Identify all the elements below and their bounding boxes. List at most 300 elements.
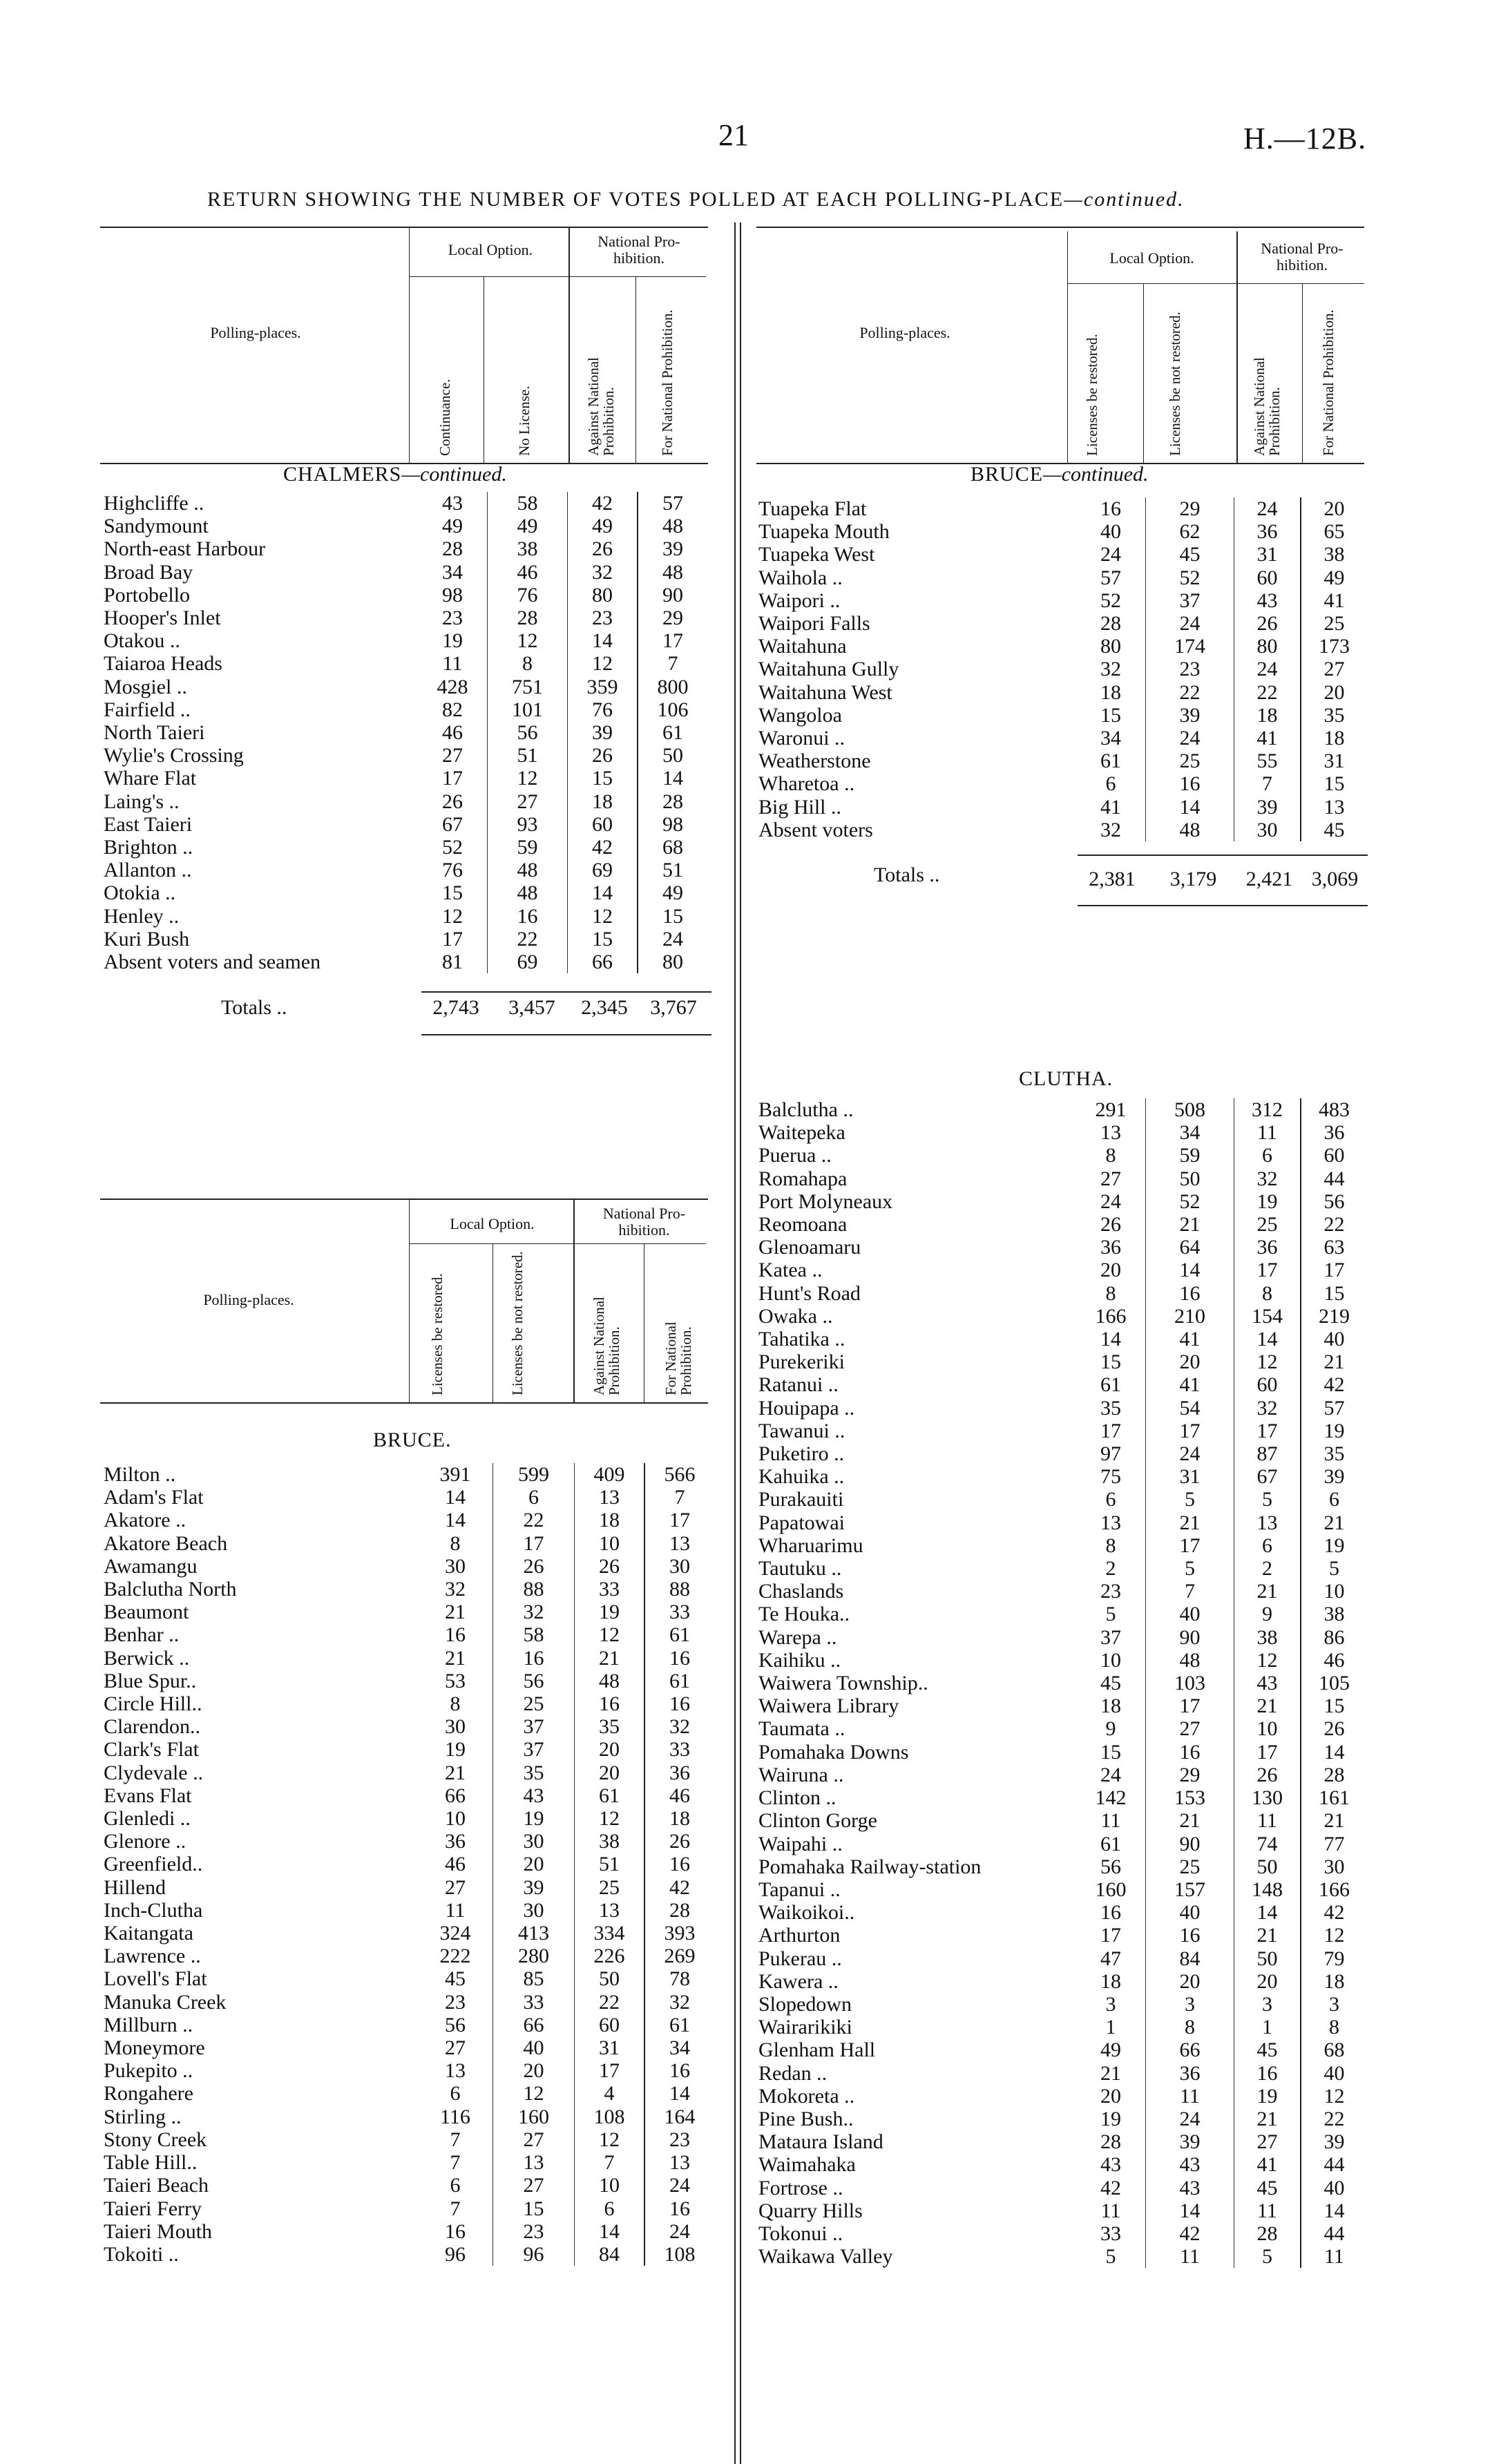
vote-count: 39 bbox=[1146, 2130, 1234, 2153]
chalmers-total-against: 2,345 bbox=[581, 996, 628, 1019]
vote-count: 17 bbox=[575, 2059, 645, 2082]
vote-count: 43 bbox=[493, 1784, 575, 1807]
vote-count: 18 bbox=[1323, 1969, 1345, 1993]
vote-count: 10 bbox=[575, 1532, 645, 1555]
vote-count: 45 bbox=[418, 1967, 493, 1990]
vote-count: 2 bbox=[1076, 1557, 1146, 1580]
polling-place-name: Clinton .. bbox=[758, 1786, 836, 1810]
polling-place-name: Lawrence .. bbox=[104, 1945, 201, 1968]
vote-count: 17 bbox=[493, 1532, 575, 1555]
vote-count: 84 bbox=[575, 2243, 645, 2266]
vote-count: 40 bbox=[1076, 520, 1146, 543]
polling-place-name: Wylie's Crossing bbox=[104, 744, 244, 767]
table-row bbox=[758, 1557, 1367, 1580]
page-number: 21 bbox=[718, 118, 749, 152]
vote-count: 63 bbox=[1323, 1236, 1345, 1259]
vote-count: 64 bbox=[1146, 1236, 1234, 1259]
vote-count: 42 bbox=[1323, 1901, 1345, 1925]
polling-place-name: Benhar .. bbox=[104, 1623, 180, 1647]
polling-place-name: Taumata .. bbox=[758, 1717, 845, 1741]
table-row bbox=[758, 2153, 1367, 2176]
table-row bbox=[758, 1121, 1367, 1144]
continuance-header: Continuance. bbox=[437, 379, 453, 456]
vote-count: 26 bbox=[418, 790, 488, 813]
vote-count: 68 bbox=[1323, 2038, 1345, 2062]
vote-count: 15 bbox=[1323, 1281, 1345, 1305]
vote-count: 157 bbox=[1146, 1878, 1234, 1901]
vote-count: 48 bbox=[662, 515, 683, 538]
vote-count: 21 bbox=[1234, 1580, 1301, 1603]
vote-count: 22 bbox=[1323, 1213, 1345, 1236]
vote-count: 56 bbox=[493, 1670, 575, 1692]
vote-count: 8 bbox=[1234, 1282, 1301, 1305]
polling-place-name: Wharuarimu bbox=[758, 1534, 863, 1557]
polling-place-name: North Taieri bbox=[104, 721, 205, 745]
vote-count: 27 bbox=[1234, 2130, 1301, 2153]
vote-count: 30 bbox=[493, 1899, 575, 1922]
vote-count: 87 bbox=[1234, 1442, 1301, 1465]
vote-count: 14 bbox=[418, 1509, 493, 1531]
vote-count: 37 bbox=[493, 1738, 575, 1761]
vote-count: 17 bbox=[669, 1509, 690, 1532]
vote-count: 3 bbox=[1234, 1993, 1301, 2016]
vote-count: 27 bbox=[1323, 658, 1345, 681]
licenses-not-restored-header-3: Licenses be not restored. bbox=[509, 1251, 526, 1395]
vote-count: 48 bbox=[575, 1670, 645, 1692]
polling-place-name: Balclutha .. bbox=[758, 1098, 854, 1121]
polling-place-name: Taieri Mouth bbox=[104, 2219, 213, 2243]
polling-place-name: Port Molyneaux bbox=[758, 1190, 893, 1213]
vote-count: 27 bbox=[418, 744, 488, 767]
vote-count: 28 bbox=[662, 790, 683, 813]
table-row bbox=[104, 1555, 714, 1578]
polling-place-name: Otokia .. bbox=[104, 881, 176, 905]
vote-count: 30 bbox=[493, 1830, 575, 1853]
vote-count: 28 bbox=[488, 607, 568, 629]
bruce-cont-total-not-restored: 3,179 bbox=[1169, 868, 1217, 890]
vote-count: 24 bbox=[1076, 1190, 1146, 1213]
vote-count: 96 bbox=[418, 2243, 493, 2266]
vote-count: 96 bbox=[493, 2243, 575, 2266]
vote-count: 40 bbox=[1146, 1901, 1234, 1924]
polling-place-name: Tokoiti .. bbox=[104, 2242, 179, 2266]
table-row bbox=[104, 1532, 714, 1555]
vote-count: 44 bbox=[1323, 2153, 1345, 2177]
vote-count: 31 bbox=[1323, 749, 1345, 773]
vote-count: 13 bbox=[1076, 1511, 1146, 1534]
vote-count: 11 bbox=[1234, 2199, 1301, 2222]
vote-count: 27 bbox=[1076, 1167, 1146, 1190]
vote-count: 66 bbox=[493, 2014, 575, 2036]
table-row bbox=[104, 2151, 714, 2174]
vote-count: 26 bbox=[1234, 1764, 1301, 1786]
vote-count: 25 bbox=[1146, 1855, 1234, 1878]
vote-count: 13 bbox=[669, 2151, 690, 2175]
table-row bbox=[758, 1786, 1367, 1809]
vote-count: 12 bbox=[568, 652, 638, 675]
vote-count: 21 bbox=[1323, 1511, 1345, 1534]
vote-count: 35 bbox=[493, 1761, 575, 1784]
vote-count: 54 bbox=[1146, 1397, 1234, 1420]
polling-place-name: Waiwera Library bbox=[758, 1694, 899, 1718]
against-header-3: Against National Prohibition. bbox=[591, 1297, 622, 1395]
vote-count: 61 bbox=[662, 721, 683, 745]
polling-place-name: Papatowai bbox=[758, 1511, 845, 1534]
vote-count: 61 bbox=[1076, 749, 1146, 772]
vote-count: 15 bbox=[568, 767, 638, 790]
polling-place-name: Circle Hill.. bbox=[104, 1692, 202, 1716]
vote-count: 428 bbox=[418, 676, 488, 698]
polling-place-name: Pine Bush.. bbox=[758, 2107, 854, 2130]
polling-place-name: Adam's Flat bbox=[104, 1486, 204, 1509]
vote-count: 3 bbox=[1329, 1992, 1339, 2016]
vote-count: 24 bbox=[669, 2219, 690, 2243]
vote-count: 35 bbox=[575, 1715, 645, 1738]
vote-count: 14 bbox=[418, 1486, 493, 1509]
vote-count: 16 bbox=[669, 2197, 690, 2220]
vote-count: 53 bbox=[418, 1670, 493, 1692]
vote-count: 35 bbox=[1076, 1397, 1146, 1420]
vote-count: 50 bbox=[1146, 1167, 1234, 1190]
polling-place-name: Wharetoa .. bbox=[758, 772, 855, 796]
table-row bbox=[758, 1397, 1367, 1420]
vote-count: 30 bbox=[418, 1555, 493, 1578]
vote-count: 5 bbox=[1146, 1557, 1234, 1580]
table-row bbox=[104, 1876, 714, 1899]
vote-count: 413 bbox=[493, 1922, 575, 1945]
polling-place-name: Blue Spur.. bbox=[104, 1669, 197, 1692]
vote-count: 1 bbox=[1076, 2016, 1146, 2038]
vote-count: 45 bbox=[1323, 818, 1345, 841]
table-row bbox=[104, 2197, 714, 2220]
vote-count: 18 bbox=[1076, 1970, 1146, 1993]
vote-count: 28 bbox=[669, 1898, 690, 1922]
vote-count: 18 bbox=[575, 1509, 645, 1531]
vote-count: 15 bbox=[1323, 1694, 1345, 1718]
vote-count: 61 bbox=[1076, 1833, 1146, 1855]
table-row bbox=[758, 749, 1367, 772]
table-row bbox=[758, 1350, 1367, 1373]
vote-count: 16 bbox=[418, 2220, 493, 2243]
table-row bbox=[104, 1509, 714, 1531]
table-row bbox=[104, 744, 707, 767]
vote-count: 69 bbox=[568, 859, 638, 881]
polling-place-name: Katea .. bbox=[758, 1259, 823, 1282]
polling-place-name: Pomahaka Railway-station bbox=[758, 1855, 982, 1878]
polling-place-name: Kaitangata bbox=[104, 1922, 193, 1945]
polling-place-name: Brighton .. bbox=[104, 836, 193, 859]
vote-count: 17 bbox=[418, 928, 488, 951]
vote-count: 116 bbox=[418, 2105, 493, 2128]
section-bruce: BRUCE. bbox=[373, 1429, 452, 1451]
vote-count: 8 bbox=[1076, 1534, 1146, 1557]
vote-count: 25 bbox=[575, 1876, 645, 1899]
polling-place-name: Pukepito .. bbox=[104, 2059, 193, 2083]
polling-place-name: Wangoloa bbox=[758, 703, 842, 727]
vote-count: 21 bbox=[1234, 1924, 1301, 1947]
section-chalmers-label: CHALMERS bbox=[283, 463, 402, 486]
polling-places-header-2: Polling-places. bbox=[859, 324, 950, 341]
polling-place-name: Waimahaka bbox=[758, 2153, 856, 2177]
table-row bbox=[758, 772, 1367, 795]
vote-count: 26 bbox=[568, 537, 638, 560]
vote-count: 7 bbox=[575, 2151, 645, 2174]
table-row bbox=[758, 497, 1367, 520]
vote-count: 800 bbox=[657, 675, 689, 698]
vote-count: 16 bbox=[1146, 772, 1234, 795]
vote-count: 108 bbox=[664, 2242, 696, 2266]
vote-count: 23 bbox=[568, 607, 638, 629]
vote-count: 173 bbox=[1319, 635, 1350, 658]
table-row bbox=[104, 928, 707, 951]
vote-count: 12 bbox=[493, 2082, 575, 2105]
polling-place-name: Absent voters and seamen bbox=[104, 951, 321, 974]
vote-count: 508 bbox=[1146, 1098, 1234, 1121]
vote-count: 566 bbox=[664, 1463, 696, 1486]
table-row bbox=[104, 584, 707, 607]
vote-count: 751 bbox=[488, 676, 568, 698]
vote-count: 55 bbox=[1234, 749, 1301, 772]
polling-place-name: Houipapa .. bbox=[758, 1396, 855, 1420]
polling-place-name: Clinton Gorge bbox=[758, 1809, 877, 1833]
vote-count: 24 bbox=[1146, 612, 1234, 635]
polling-place-name: Waitahuna Gully bbox=[758, 658, 899, 681]
local-option-header-3: Local Option. bbox=[450, 1215, 535, 1232]
vote-count: 18 bbox=[1076, 1694, 1146, 1717]
table-row bbox=[104, 1623, 714, 1646]
vote-count: 21 bbox=[1234, 2108, 1301, 2130]
vote-count: 219 bbox=[1319, 1304, 1350, 1328]
vote-count: 15 bbox=[418, 881, 488, 904]
vote-count: 31 bbox=[1234, 543, 1301, 566]
vote-count: 19 bbox=[1234, 2085, 1301, 2108]
vote-count: 31 bbox=[1146, 1465, 1234, 1488]
vote-count: 44 bbox=[1323, 1167, 1345, 1190]
vote-count: 33 bbox=[575, 1578, 645, 1601]
polling-place-name: Owaka .. bbox=[758, 1304, 833, 1328]
table-row bbox=[104, 1670, 714, 1692]
vote-count: 210 bbox=[1146, 1305, 1234, 1328]
vote-count: 46 bbox=[418, 721, 488, 744]
vote-count: 19 bbox=[575, 1601, 645, 1623]
vote-count: 45 bbox=[1076, 1672, 1146, 1694]
table-row bbox=[104, 607, 707, 629]
table-row bbox=[104, 676, 707, 698]
vote-count: 65 bbox=[1323, 520, 1345, 544]
licenses-restored-header: Licenses be restored. bbox=[1084, 334, 1100, 456]
vote-count: 17 bbox=[662, 629, 683, 653]
vote-count: 19 bbox=[493, 1807, 575, 1830]
vote-count: 16 bbox=[1146, 1282, 1234, 1305]
vote-count: 36 bbox=[1234, 1236, 1301, 1259]
vote-count: 24 bbox=[1234, 658, 1301, 680]
vote-count: 25 bbox=[493, 1692, 575, 1715]
for-header: For National Prohibition. bbox=[659, 309, 676, 456]
vote-count: 409 bbox=[575, 1463, 645, 1486]
vote-count: 13 bbox=[669, 1531, 690, 1555]
table-row bbox=[758, 658, 1367, 680]
vote-count: 48 bbox=[488, 859, 568, 881]
vote-count: 15 bbox=[568, 928, 638, 951]
vote-count: 22 bbox=[575, 1991, 645, 2014]
vote-count: 14 bbox=[1323, 1740, 1345, 1764]
table-row bbox=[104, 1761, 714, 1784]
vote-count: 32 bbox=[1076, 819, 1146, 841]
vote-count: 17 bbox=[1146, 1534, 1234, 1557]
vote-count: 22 bbox=[1146, 681, 1234, 704]
vote-count: 46 bbox=[669, 1784, 690, 1807]
table-row bbox=[758, 1809, 1367, 1832]
vote-count: 29 bbox=[662, 607, 683, 630]
table-row bbox=[758, 1764, 1367, 1786]
table-row bbox=[758, 612, 1367, 635]
polling-place-name: Waikawa Valley bbox=[758, 2245, 893, 2269]
table-row bbox=[104, 1967, 714, 1990]
national-prohibition-header-2: National Pro-hibition. bbox=[1261, 240, 1344, 274]
vote-count: 12 bbox=[568, 905, 638, 928]
vote-count: 90 bbox=[662, 583, 683, 607]
vote-count: 483 bbox=[1319, 1098, 1350, 1121]
table-row bbox=[104, 721, 707, 744]
table-row bbox=[104, 1715, 714, 1738]
vote-count: 12 bbox=[1234, 1649, 1301, 1672]
vote-count: 39 bbox=[662, 537, 683, 561]
table-row bbox=[104, 2082, 714, 2105]
vote-count: 11 bbox=[418, 1899, 493, 1922]
vote-count: 32 bbox=[1234, 1397, 1301, 1420]
table-row bbox=[758, 1420, 1367, 1442]
polling-place-name: Mataura Island bbox=[758, 2130, 883, 2154]
vote-count: 7 bbox=[674, 1486, 685, 1509]
vote-count: 67 bbox=[418, 813, 488, 836]
polling-place-name: Clydevale .. bbox=[104, 1761, 204, 1784]
vote-count: 27 bbox=[1146, 1717, 1234, 1740]
vote-count: 60 bbox=[568, 813, 638, 836]
vote-count: 39 bbox=[493, 1876, 575, 1899]
table-row bbox=[758, 1833, 1367, 1855]
vote-count: 8 bbox=[1329, 2016, 1339, 2039]
vote-count: 5 bbox=[1076, 1603, 1146, 1625]
vote-count: 599 bbox=[493, 1463, 575, 1486]
vote-count: 15 bbox=[1076, 1350, 1146, 1373]
polling-place-name: Waihola .. bbox=[758, 566, 843, 589]
vote-count: 37 bbox=[493, 1715, 575, 1738]
vote-count: 30 bbox=[1234, 819, 1301, 841]
polling-place-name: Quarry Hills bbox=[758, 2199, 863, 2222]
bruce-cont-total-for: 3,069 bbox=[1311, 868, 1359, 890]
polling-place-name: Fairfield .. bbox=[104, 698, 191, 721]
polling-place-name: Glenham Hall bbox=[758, 2038, 876, 2062]
vote-count: 38 bbox=[488, 537, 568, 560]
table-row bbox=[104, 881, 707, 904]
vote-count: 18 bbox=[568, 790, 638, 813]
vote-count: 312 bbox=[1234, 1098, 1301, 1121]
vote-count: 21 bbox=[418, 1647, 493, 1670]
table-row bbox=[758, 1511, 1367, 1534]
vote-count: 14 bbox=[1323, 2199, 1345, 2222]
polling-place-name: Kahuika .. bbox=[758, 1465, 845, 1489]
chalmers-total-no-license: 3,457 bbox=[508, 996, 555, 1019]
vote-count: 5 bbox=[1146, 1488, 1234, 1511]
table-row bbox=[104, 1486, 714, 1509]
vote-count: 21 bbox=[1146, 1213, 1234, 1236]
center-divider-2 bbox=[740, 222, 741, 2464]
vote-count: 15 bbox=[1076, 704, 1146, 727]
vote-count: 46 bbox=[488, 561, 568, 584]
polling-place-name: Tahatika .. bbox=[758, 1328, 845, 1351]
table-row bbox=[758, 1878, 1367, 1901]
national-prohibition-header: National Pro-hibition. bbox=[597, 233, 680, 267]
polling-place-name: Puketiro .. bbox=[758, 1442, 845, 1466]
table-row bbox=[104, 1578, 714, 1601]
vote-count: 60 bbox=[1234, 566, 1301, 589]
vote-count: 101 bbox=[488, 698, 568, 721]
table-row bbox=[758, 1947, 1367, 1970]
vote-count: 130 bbox=[1234, 1786, 1301, 1809]
polling-place-name: Portobello bbox=[104, 583, 190, 607]
no-license-header: No License. bbox=[516, 385, 533, 456]
table-row bbox=[758, 1167, 1367, 1190]
table-row bbox=[104, 2036, 714, 2059]
vote-count: 11 bbox=[1076, 1809, 1146, 1832]
polling-place-name: Absent voters bbox=[758, 818, 873, 841]
vote-count: 21 bbox=[418, 1601, 493, 1623]
vote-count: 14 bbox=[1146, 2199, 1234, 2222]
polling-place-name: Millburn .. bbox=[104, 2013, 193, 2036]
polling-place-name: Waitahuna West bbox=[758, 680, 892, 704]
vote-count: 14 bbox=[568, 629, 638, 652]
vote-count: 33 bbox=[1076, 2222, 1146, 2245]
vote-count: 160 bbox=[493, 2105, 575, 2128]
bruce-cont-total-restored: 2,381 bbox=[1089, 868, 1136, 890]
vote-count: 226 bbox=[575, 1945, 645, 1967]
vote-count: 57 bbox=[1076, 566, 1146, 589]
vote-count: 42 bbox=[1323, 1373, 1345, 1397]
table-row bbox=[104, 2220, 714, 2243]
vote-count: 43 bbox=[418, 492, 488, 515]
table-row bbox=[104, 1922, 714, 1945]
table-row bbox=[104, 767, 707, 790]
vote-count: 98 bbox=[662, 812, 683, 836]
vote-count: 50 bbox=[575, 1967, 645, 1990]
vote-count: 14 bbox=[669, 2082, 690, 2105]
polling-place-name: Otakou .. bbox=[104, 629, 180, 653]
vote-count: 78 bbox=[669, 1967, 690, 1991]
vote-count: 24 bbox=[1146, 2108, 1234, 2130]
licenses-not-restored-header: Licenses be not restored. bbox=[1167, 312, 1183, 456]
vote-count: 61 bbox=[575, 1784, 645, 1807]
vote-count: 90 bbox=[1146, 1626, 1234, 1649]
vote-count: 16 bbox=[669, 1853, 690, 1876]
vote-count: 16 bbox=[418, 1623, 493, 1646]
section-chalmers-cont: —continued. bbox=[401, 463, 507, 486]
vote-count: 51 bbox=[488, 744, 568, 767]
table-row bbox=[104, 1463, 714, 1486]
vote-count: 39 bbox=[1146, 704, 1234, 727]
vote-count: 42 bbox=[1076, 2177, 1146, 2199]
vote-count: 13 bbox=[493, 2151, 575, 2174]
table-row bbox=[758, 1144, 1367, 1167]
table-row bbox=[758, 1488, 1367, 1511]
vote-count: 142 bbox=[1076, 1786, 1146, 1809]
polling-place-name: Mokoreta .. bbox=[758, 2084, 855, 2108]
vote-count: 16 bbox=[1076, 1901, 1146, 1924]
vote-count: 45 bbox=[1234, 2177, 1301, 2199]
vote-count: 25 bbox=[1234, 1213, 1301, 1236]
vote-count: 391 bbox=[418, 1463, 493, 1486]
vote-count: 42 bbox=[568, 492, 638, 515]
vote-count: 48 bbox=[662, 560, 683, 584]
